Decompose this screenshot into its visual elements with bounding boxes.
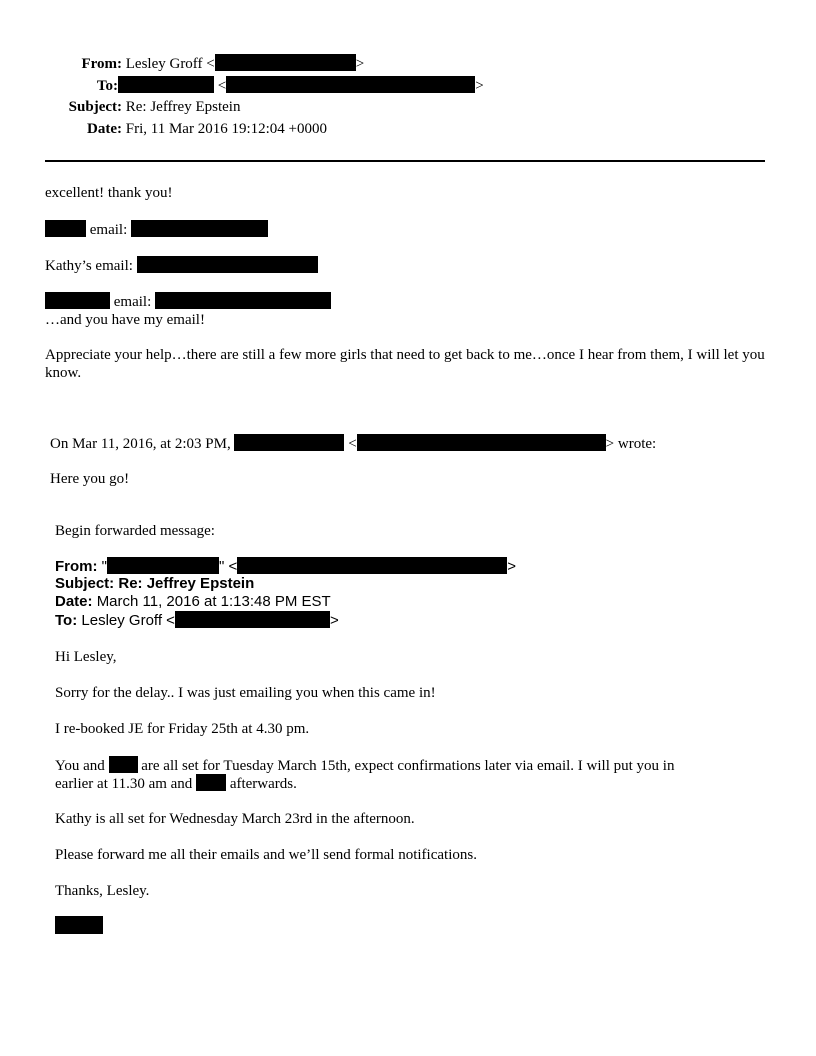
fwd-subject: Re: Jeffrey Epstein (118, 575, 255, 592)
header-from-label: From: (81, 56, 122, 72)
redaction-block (109, 756, 138, 773)
redaction-block (196, 774, 226, 791)
quoted-wrote: wrote: (617, 436, 657, 452)
quoted-begin-forwarded: Begin forwarded message: (55, 523, 215, 539)
fwd-paragraph-6: Thanks, Lesley. (55, 883, 150, 899)
header-subject-row (60, 98, 240, 116)
header-date: Fri, 11 Mar 2016 19:12:04 +0000 (125, 121, 327, 137)
redaction-block (45, 292, 110, 309)
quoted-on-prefix: On Mar 11, 2016, at 2:03 PM, (50, 436, 231, 452)
header-from-name: Lesley Groff (125, 56, 203, 72)
redaction-block (175, 611, 330, 628)
body-email-line-1 (45, 220, 268, 239)
body-email-line-3 (45, 292, 331, 311)
fwd-p3-part-d: afterwards. (229, 776, 297, 792)
fwd-p3-part-a: You and (55, 758, 105, 774)
redaction-block (357, 434, 606, 451)
redaction-block (55, 916, 103, 934)
header-date-label: Date: (87, 121, 122, 137)
body-line-thanks: excellent! thank you! (45, 185, 173, 201)
fwd-signature-redaction (55, 916, 103, 936)
body-line-my-email: …and you have my email! (45, 312, 205, 328)
redaction-block (155, 292, 331, 309)
redaction-block (234, 434, 344, 451)
header-divider (45, 160, 765, 162)
fwd-p3-part-c: earlier at 11.30 am and (55, 776, 193, 792)
header-to-row: To: < > (60, 76, 484, 95)
email-label: email: (113, 294, 152, 310)
email-label: email: (89, 222, 128, 238)
header-subject-label: Subject: (68, 99, 122, 115)
fwd-to-label: To: (55, 612, 78, 629)
redaction-block (118, 76, 214, 93)
redaction-block (131, 220, 268, 237)
fwd-paragraph-4: Kathy is all set for Wednesday March 23rd in the afternoon. (55, 811, 415, 827)
fwd-paragraph-3-line-1 (55, 756, 674, 775)
quoted-attribution: On Mar 11, 2016, at 2:03 PM, < > wrote: (50, 436, 657, 452)
redaction-block (226, 76, 475, 93)
header-to-label: To: (96, 78, 118, 94)
quoted-here-you-go: Here you go! (50, 471, 130, 487)
fwd-from-row: From: " " < > (55, 558, 517, 575)
redaction-block (137, 256, 318, 273)
body-paragraph-appreciate: Appreciate your help…there are still a few more girls that need to get back to me…once I hear from them, I will let you know. (45, 347, 765, 381)
fwd-paragraph-2: I re-booked JE for Friday 25th at 4.30 pm. (55, 721, 310, 737)
header-date-row (60, 120, 327, 138)
header-subject: Re: Jeffrey Epstein (125, 99, 241, 115)
fwd-paragraph-3-line-2 (55, 774, 297, 793)
header-from-row: From: Lesley Groff < > (60, 54, 364, 73)
fwd-date-label: Date: (55, 593, 93, 610)
fwd-from-label: From: (55, 558, 98, 575)
fwd-to-row: To: Lesley Groff < > (55, 612, 339, 629)
fwd-date: March 11, 2016 at 1:13:48 PM EST (96, 593, 331, 610)
fwd-paragraph-5: Please forward me all their emails and we’ll send formal notifications. (55, 847, 477, 863)
fwd-to-name: Lesley Groff (81, 612, 162, 629)
redaction-block (237, 557, 507, 574)
fwd-subject-row (55, 575, 254, 593)
fwd-p3-part-b: are all set for Tuesday March 15th, expect confirmations later via email. I will put you in (141, 758, 675, 774)
fwd-date-row (55, 593, 331, 611)
redaction-block (215, 54, 356, 71)
kathy-email-label: Kathy’s email: (45, 258, 133, 274)
fwd-greeting: Hi Lesley, (55, 649, 117, 665)
body-email-line-kathy (45, 256, 318, 275)
fwd-paragraph-1: Sorry for the delay.. I was just emailing you when this came in! (55, 685, 436, 701)
redaction-block (107, 557, 219, 574)
fwd-subject-label: Subject: (55, 575, 115, 592)
redaction-block (45, 220, 86, 237)
